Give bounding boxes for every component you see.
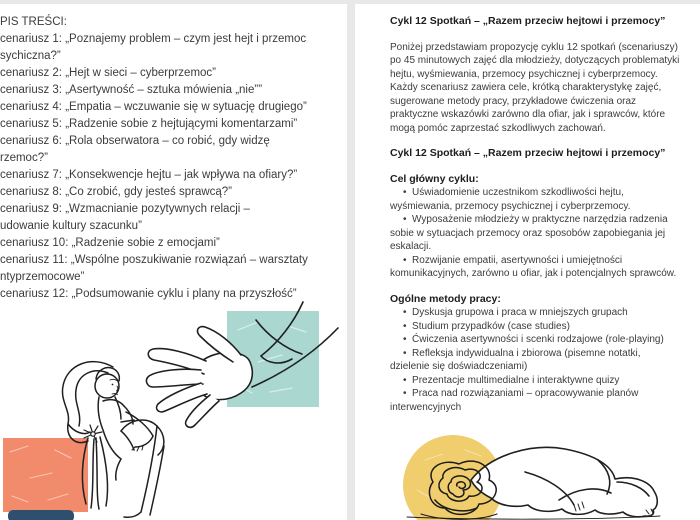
text-line: • Prezentacje multimedialne i interaktywne quizy: [403, 374, 620, 386]
text-line: • Wyposażenie młodzieży w praktyczne narzędzia radzenia: [403, 214, 668, 225]
text-line: cenariusz 9: „Wzmacnianie pozytywnych relacji –: [0, 203, 250, 215]
document-page-right: [355, 4, 700, 520]
right-page-content: [390, 15, 692, 426]
toc-text: [0, 14, 345, 303]
text-line: • Ćwiczenia asertywności i scenki rodzajowe (role-playing): [403, 334, 664, 345]
text-line: rzemoc?”: [0, 152, 48, 164]
text-line: udowanie kultury szacunku”: [0, 220, 142, 232]
text-line: wyśmiewania, przemocy psychicznej i cyberprzemocy.: [390, 200, 631, 212]
text-line: praktyczne wskazówki zarówno dla ofiar, jak i sprawców, które: [390, 109, 666, 120]
heading-line: Cel główny cyklu:: [390, 172, 479, 185]
text-line: • Studium przypadków (case studies): [403, 320, 570, 332]
text-line: cenariusz 5: „Radzenie sobie z hejtującymi komentarzami”: [0, 118, 298, 130]
text-line: • Praca nad rozwiązaniami – opracowywanie planów: [403, 388, 639, 399]
text-block: [390, 15, 692, 29]
text-line: PIS TREŚCI:: [0, 16, 67, 28]
text-line: ntyprzemocowe”: [0, 271, 85, 283]
text-line: sychiczna?”: [0, 50, 61, 62]
text-line: • Rozwijanie empatii, asertywności i umiejętności: [403, 254, 623, 266]
text-line: eskalacji.: [390, 241, 432, 252]
document-page-left: [0, 4, 347, 520]
text-line: komunikacyjnych, zarówno u ofiar, jak i potencjalnych sprawców.: [390, 268, 677, 279]
text-line: sugerowane metody pracy, przykładowe ćwiczenia oraz: [390, 95, 637, 107]
text-line: po 45 minutowych zajęć dla młodzieży, dotyczących problematyki: [390, 55, 680, 66]
text-line: • Uświadomienie uczestnikom szkodliwości hejtu,: [403, 187, 624, 198]
heading-line: Cykl 12 Spotkań – „Razem przeciw hejtowi i przemocy”: [390, 147, 666, 159]
text-line: • Dyskusja grupowa i praca w mniejszych grupach: [403, 307, 628, 318]
text-line: Poniżej przedstawiam propozycję cyklu 12 spotkań (scenariuszy): [390, 41, 678, 53]
right-page-illustration: [355, 430, 700, 520]
text-line: cenariusz 3: „Asertywność – sztuka mówienia „nie””: [0, 84, 263, 96]
text-line: cenariusz 4: „Empatia – wczuwanie się w sytuację drugiego”: [0, 101, 307, 113]
text-block: [390, 41, 692, 136]
text-line: mogą pomóc zaprzestać szkodliwych zachowań.: [390, 122, 606, 134]
left-page-illustration: [0, 300, 347, 520]
text-line: cenariusz 6: „Rola obserwatora – co robić, gdy widzę: [0, 135, 270, 147]
text-line: interwencyjnych: [390, 401, 462, 413]
text-line: cenariusz 11: „Wspólne poszukiwanie rozwiązań – warsztaty: [0, 254, 308, 266]
navy-accent-bar: [8, 510, 74, 520]
text-block: [390, 173, 692, 281]
heading-line: Cykl 12 Spotkań – „Razem przeciw hejtowi i przemocy”: [390, 15, 666, 27]
text-line: cenariusz 7: „Konsekwencje hejtu – jak wpływa na ofiary?”: [0, 169, 298, 181]
text-line: Każdy scenariusz zawiera cele, krótką charakterystykę zajęć,: [390, 82, 662, 93]
text-line: dzielenie się doświadczeniami): [390, 361, 528, 372]
text-line: hejtu, wyśmiewania, przemocy psychicznej i cyberprzemocy.: [390, 68, 658, 80]
text-line: cenariusz 10: „Radzenie sobie z emocjami”: [0, 237, 220, 249]
text-line: cenariusz 12: „Podsumowanie cyklu i plany na przyszłość”: [0, 288, 297, 300]
text-line: cenariusz 2: „Hejt w sieci – cyberprzemoc”: [0, 67, 217, 79]
heading-line: Ogólne metody pracy:: [390, 292, 501, 305]
text-line: sobie w sytuacjach przemocy oraz sposobów zapobiegania jej: [390, 227, 666, 239]
text-line: cenariusz 8: „Co zrobić, gdy jesteś sprawcą?”: [0, 186, 233, 198]
text-block: [390, 147, 692, 161]
text-line: cenariusz 1: „Poznajemy problem – czym jest hejt i przemoc: [0, 33, 307, 45]
text-block: [390, 293, 692, 415]
text-line: • Refleksja indywidualna i zbiorowa (pisemne notatki,: [403, 347, 641, 359]
